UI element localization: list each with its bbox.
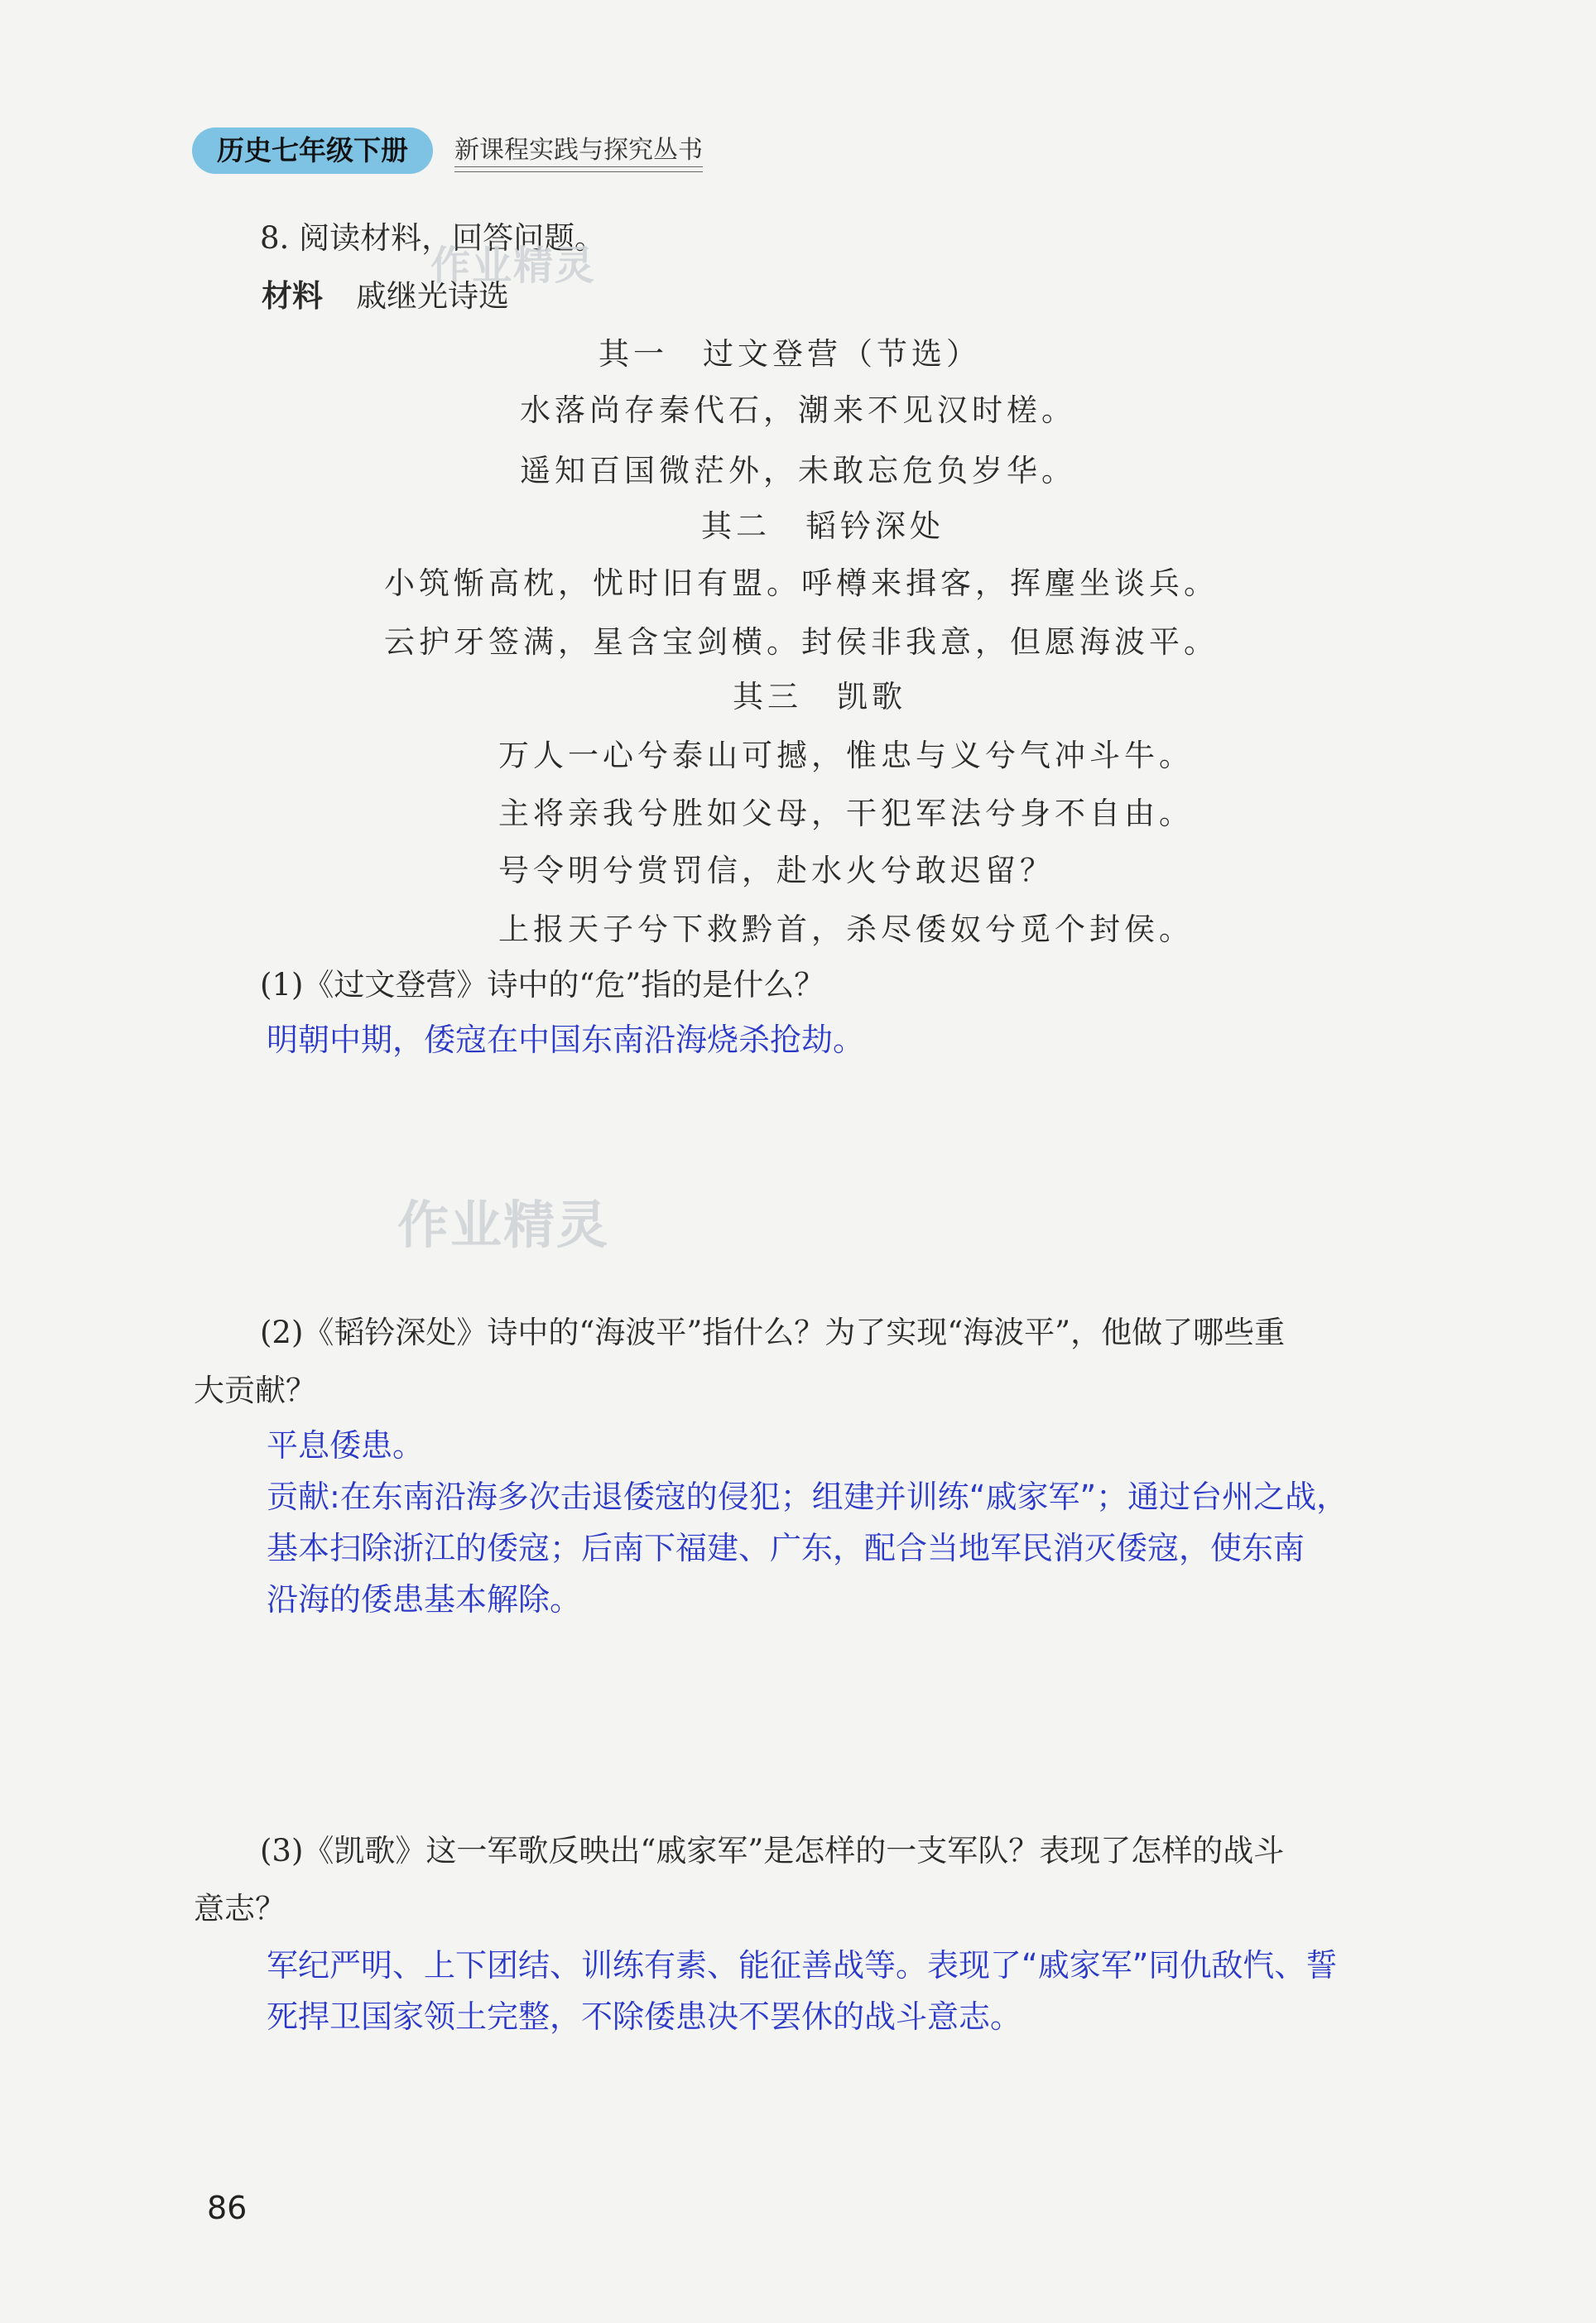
series-title-text: 新课程实践与探究丛书 bbox=[454, 136, 703, 165]
poem3-title: 其三 凯歌 bbox=[733, 679, 906, 714]
answer-2-line4: 沿海的倭患基本解除。 bbox=[267, 1581, 582, 1618]
poem2-line1: 小筑惭高枕，忧时旧有盟。呼樽来揖客，挥麈坐谈兵。 bbox=[384, 565, 1219, 601]
poem3-line4: 上报天子兮下救黔首，杀尽倭奴兮觅个封侯。 bbox=[498, 911, 1194, 947]
poem2-title: 其二 韬钤深处 bbox=[701, 508, 945, 544]
sub-question-1: (1)《过文登营》诗中的“危”指的是什么？ bbox=[260, 967, 825, 1003]
watermark-top: 作业精灵 bbox=[430, 243, 597, 289]
answer-3-line2: 死捍卫国家领土完整，不除倭患决不罢休的战斗意志。 bbox=[267, 1998, 1022, 2035]
poem1-line2: 遥知百国微茫外，未敢忘危负岁华。 bbox=[520, 453, 1076, 488]
series-title bbox=[454, 129, 703, 172]
answer-2-line2: 贡献:在东南沿海多次击退倭寇的侵犯；组建并训练“戚家军”；通过台州之战， bbox=[267, 1479, 1348, 1515]
answer-1: 明朝中期，倭寇在中国东南沿海烧杀抢劫。 bbox=[267, 1022, 865, 1058]
page-number: 86 bbox=[207, 2190, 248, 2226]
answer-2-line1: 平息倭患。 bbox=[267, 1427, 425, 1464]
answer-2-line3: 基本扫除浙江的倭寇；后南下福建、广东，配合当地军民消灭倭寇，使东南 bbox=[267, 1530, 1305, 1566]
watermark-middle: 作业精灵 bbox=[397, 1195, 610, 1255]
sub-question-3-line2: 意志？ bbox=[194, 1891, 286, 1926]
sub-question-2-line1: (2)《韬钤深处》诗中的“海波平”指什么？为了实现“海波平”，他做了哪些重 bbox=[260, 1315, 1286, 1350]
answer-3-line1: 军纪严明、上下团结、训练有素、能征善战等。表现了“戚家军”同仇敌忾、誓 bbox=[267, 1947, 1338, 1984]
poem1-title: 其一 过文登营（节选） bbox=[598, 336, 981, 372]
poem3-line2: 主将亲我兮胜如父母，干犯军法兮身不自由。 bbox=[498, 796, 1194, 831]
poem1-line1: 水落尚存秦代石，潮来不见汉时槎。 bbox=[520, 392, 1076, 428]
poem3-line3: 号令明兮赏罚信，赴水火兮敢迟留？ bbox=[498, 853, 1055, 888]
series-underline bbox=[454, 166, 703, 172]
poem3-line1: 万人一心兮泰山可撼，惟忠与义兮气冲斗牛。 bbox=[498, 738, 1194, 773]
sub-question-3-line1: (3)《凯歌》这一军歌反映出“戚家军”是怎样的一支军队？表现了怎样的战斗 bbox=[260, 1833, 1285, 1868]
material-title: 戚继光诗选 bbox=[356, 278, 509, 314]
material-label: 材料 bbox=[262, 278, 323, 314]
poem2-line2: 云护牙签满，星含宝剑横。封侯非我意，但愿海波平。 bbox=[384, 624, 1219, 660]
question-stem: 8. 阅读材料，回答问题。 bbox=[260, 220, 606, 256]
sub-question-2-line2: 大贡献？ bbox=[194, 1373, 316, 1408]
page-header bbox=[192, 124, 703, 177]
book-title-badge: 历史七年级下册 bbox=[192, 127, 433, 174]
material-line bbox=[262, 277, 509, 316]
